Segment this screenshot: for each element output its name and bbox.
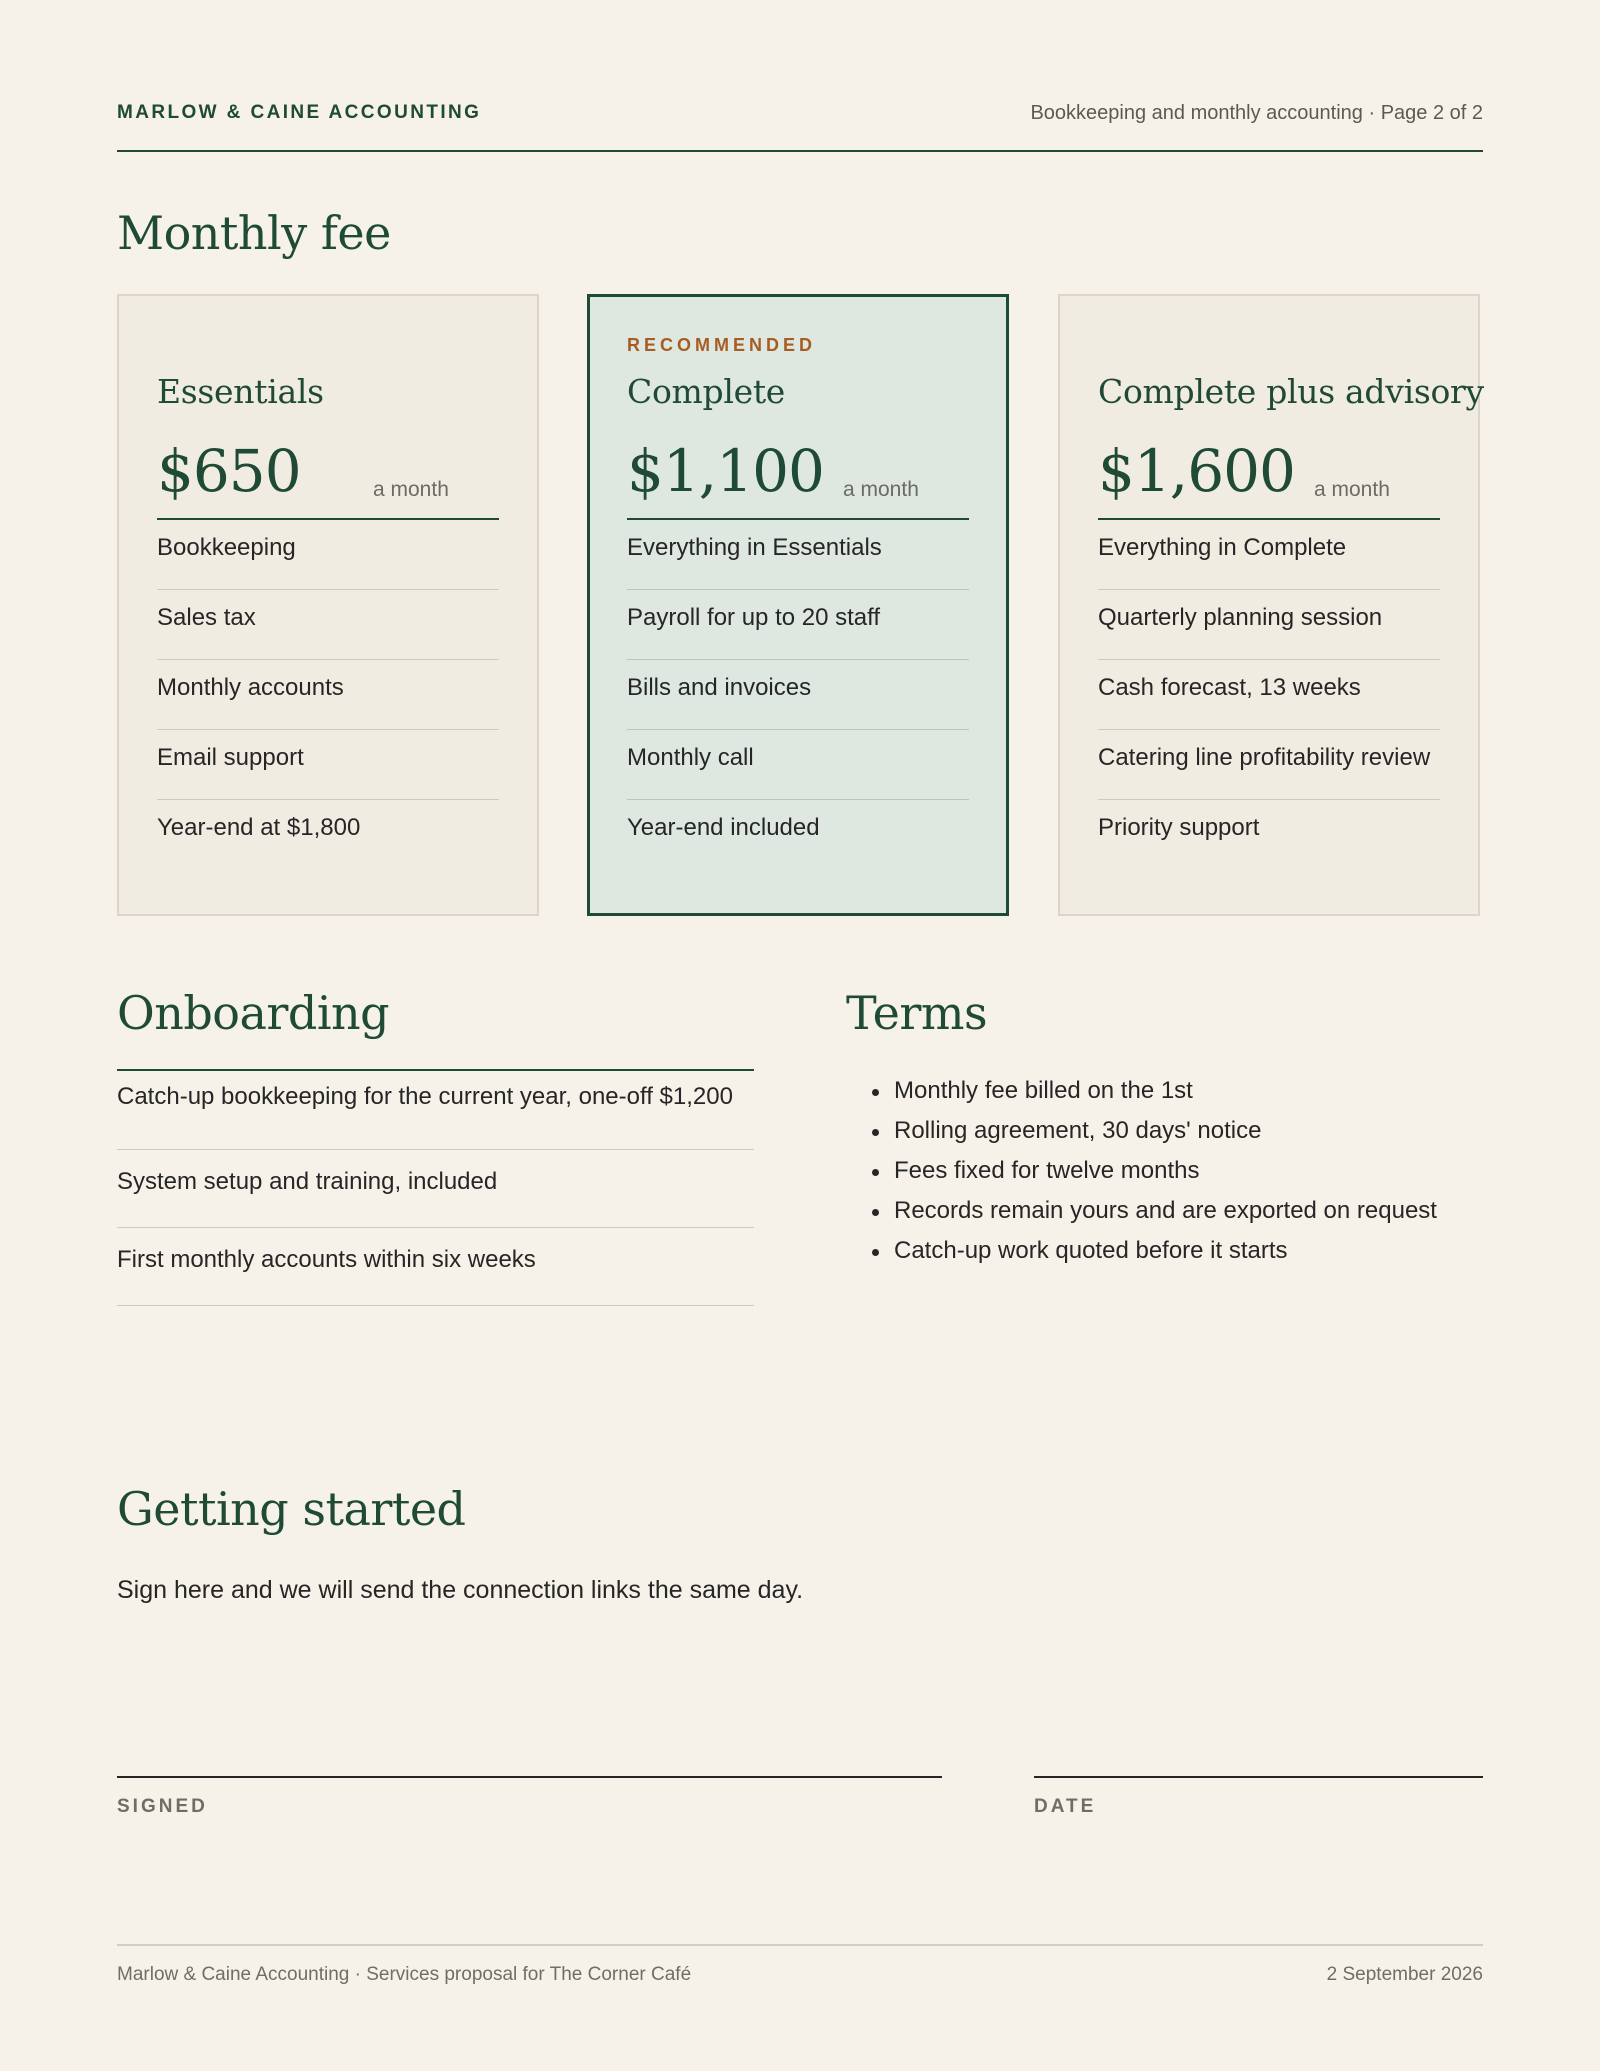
onboarding-item: System setup and training, included — [117, 1150, 754, 1228]
price-row — [1098, 436, 1440, 520]
terms-text: Catch-up work quoted before it starts — [894, 1237, 1288, 1264]
terms-list — [870, 1071, 1437, 1271]
plan-price: $1,100 — [627, 437, 824, 505]
monthly-fee-title: Monthly fee — [117, 206, 391, 260]
brand-name: MARLOW & CAINE ACCOUNTING — [117, 102, 482, 123]
terms-text: Monthly fee billed on the 1st — [894, 1077, 1193, 1104]
onboarding-item: First monthly accounts within six weeks — [117, 1228, 754, 1306]
plan-card-essentials — [117, 294, 539, 916]
getting-started-text: Sign here and we will send the connection links the same day. — [117, 1576, 804, 1604]
onboarding-list — [117, 1069, 754, 1306]
feature-item: Catering line profitability review — [1098, 730, 1440, 800]
bullet-icon — [872, 1169, 879, 1176]
bullet-icon — [872, 1249, 879, 1256]
terms-item — [870, 1111, 1437, 1151]
page-header — [117, 100, 1483, 152]
terms-text: Fees fixed for twelve months — [894, 1157, 1200, 1184]
price-row — [157, 436, 499, 520]
date-line[interactable] — [1034, 1776, 1483, 1778]
feature-item: Monthly accounts — [157, 660, 499, 730]
terms-item — [870, 1151, 1437, 1191]
document-meta: Bookkeeping and monthly accounting · Page 2 of 2 — [1030, 102, 1483, 124]
feature-item: Cash forecast, 13 weeks — [1098, 660, 1440, 730]
terms-text: Records remain yours and are exported on request — [894, 1197, 1437, 1224]
footer-text: Marlow & Caine Accounting · Services proposal for The Corner Café — [117, 1964, 692, 1985]
plan-price: $650 — [157, 437, 301, 505]
plan-price: $1,600 — [1098, 437, 1295, 505]
feature-item: Year-end included — [627, 814, 820, 841]
feature-item: Everything in Complete — [1098, 520, 1440, 590]
price-period: a month — [1314, 478, 1390, 501]
plan-card-advisory — [1058, 294, 1484, 916]
footer-date: 2 September 2026 — [1326, 1964, 1483, 1985]
plan-name: Complete — [627, 372, 786, 411]
feature-item: Monthly call — [627, 730, 969, 800]
terms-item — [870, 1231, 1437, 1271]
onboarding-title: Onboarding — [117, 986, 390, 1040]
feature-item: Everything in Essentials — [627, 520, 969, 590]
signature-line[interactable] — [117, 1776, 942, 1778]
feature-list — [1098, 520, 1440, 870]
terms-item — [870, 1071, 1437, 1111]
bullet-icon — [872, 1209, 879, 1216]
feature-item: Year-end at $1,800 — [157, 814, 361, 841]
plan-card-complete — [587, 294, 1009, 916]
terms-item — [870, 1191, 1437, 1231]
feature-item: Quarterly planning session — [1098, 590, 1440, 660]
price-row — [627, 436, 969, 520]
plan-name: Essentials — [157, 372, 324, 411]
plan-name: Complete plus advisory — [1098, 372, 1484, 411]
getting-started-title: Getting started — [117, 1482, 466, 1536]
onboarding-item: Catch-up bookkeeping for the current year, one-off $1,200 — [117, 1071, 754, 1150]
signed-label: SIGNED — [117, 1796, 208, 1817]
date-label: DATE — [1034, 1796, 1097, 1817]
feature-list — [627, 520, 969, 870]
terms-text: Rolling agreement, 30 days' notice — [894, 1117, 1262, 1144]
feature-list — [157, 520, 499, 870]
bullet-icon — [872, 1089, 879, 1096]
bullet-icon — [872, 1129, 879, 1136]
price-period: a month — [843, 478, 919, 501]
feature-item: Bills and invoices — [627, 660, 969, 730]
page-footer — [117, 1944, 1483, 1985]
price-period: a month — [373, 478, 449, 501]
recommended-badge: RECOMMENDED — [627, 335, 817, 355]
feature-item: Payroll for up to 20 staff — [627, 590, 969, 660]
feature-item: Priority support — [1098, 814, 1260, 841]
feature-item: Bookkeeping — [157, 520, 499, 590]
terms-title: Terms — [846, 986, 988, 1040]
feature-item: Sales tax — [157, 590, 499, 660]
feature-item: Email support — [157, 730, 499, 800]
